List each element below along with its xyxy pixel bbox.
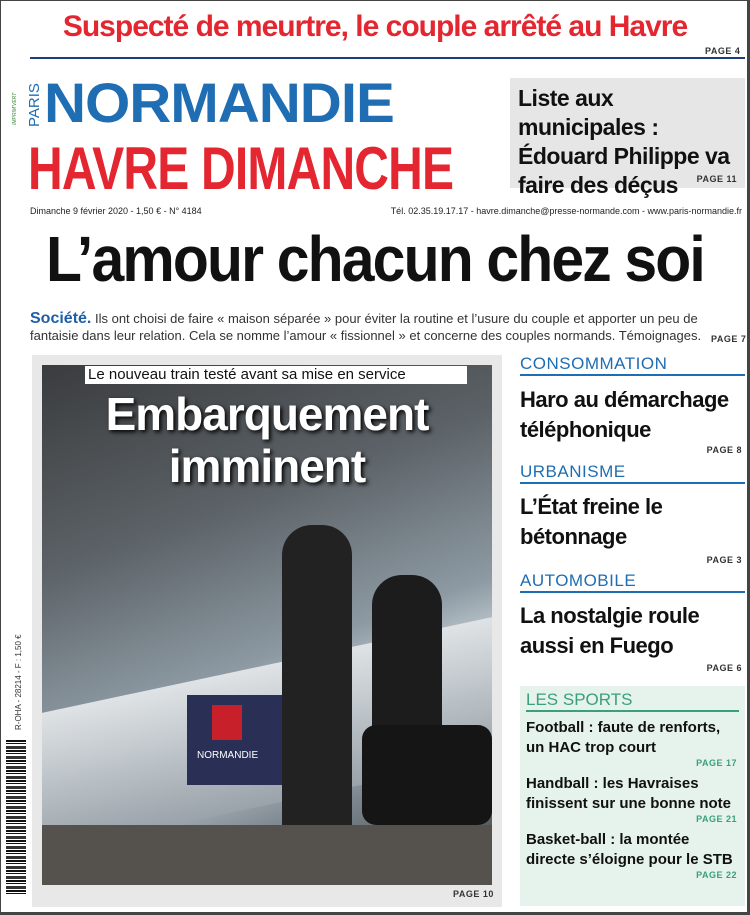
side-section-consommation: CONSOMMATION xyxy=(520,354,745,376)
photo-page: PAGE 10 xyxy=(453,889,494,899)
side-page: PAGE 6 xyxy=(706,663,742,673)
barcode-text: R-OHA - 28214 - F : 1,50 € xyxy=(14,634,23,730)
barcode xyxy=(6,740,26,895)
train-label: NORMANDIE xyxy=(197,750,259,761)
divider xyxy=(30,57,745,59)
dateline-left: Dimanche 9 février 2020 - 1,50 € - N° 4184 xyxy=(30,206,202,216)
imprim-vert-logo: IMPRIM'VERT xyxy=(12,92,18,125)
masthead-havre-dimanche: HAVRE DIMANCHE xyxy=(28,135,454,202)
sports-headline[interactable]: Basket-ball : la montée directe s’éloigne pour le STB xyxy=(526,831,733,868)
side-page: PAGE 3 xyxy=(706,555,742,565)
main-page: PAGE 7 xyxy=(711,334,747,344)
platform xyxy=(42,825,492,885)
side-headline-automobile[interactable]: La nostalgie roule aussi en Fuego xyxy=(520,603,700,658)
teaser-box[interactable] xyxy=(510,78,745,198)
main-intro xyxy=(30,310,745,344)
sports-page: PAGE 22 xyxy=(696,870,737,880)
sports-page: PAGE 21 xyxy=(696,814,737,824)
side-page: PAGE 8 xyxy=(706,445,742,455)
side-headline-consommation[interactable]: Haro au démarchage téléphonique xyxy=(520,387,729,442)
photo-headline-2: imminent xyxy=(168,440,366,492)
teaser-title: Liste aux municipales : Édouard Philippe va faire des déçus xyxy=(518,85,730,198)
sports-headline[interactable]: Football : faute de renforts, un HAC trop court xyxy=(526,719,721,756)
sports-headline[interactable]: Handball : les Havraises finissent sur une bonne note xyxy=(526,775,732,812)
main-headline[interactable]: L’amour chacun chez soi xyxy=(46,223,704,295)
intro-text: Ils ont choisi de faire « maison séparée » pour éviter la routine et l’usure du couple et apporter un peu de fantaisie dans leur relation. Cela se nomme l’amour « fissionnel » et concerne des couples normands. Témoignages. xyxy=(30,311,702,343)
person-1 xyxy=(282,525,352,855)
side-section-automobile: AUTOMOBILE xyxy=(520,571,745,593)
side-section-urbanisme: URBANISME xyxy=(520,462,745,484)
sports-page: PAGE 17 xyxy=(696,758,737,768)
teaser-page: PAGE 11 xyxy=(696,174,737,184)
masthead-paris: PARIS xyxy=(26,83,43,127)
train-photo[interactable] xyxy=(42,365,492,885)
normandie-crest xyxy=(212,705,242,740)
top-story-page: PAGE 4 xyxy=(705,46,741,56)
train-door-panel xyxy=(187,695,287,785)
sports-box xyxy=(520,686,745,906)
photo-headline-1: Embarquement xyxy=(105,388,429,440)
sports-section: LES SPORTS xyxy=(526,690,739,712)
suitcase xyxy=(362,725,492,825)
masthead-normandie: NORMANDIE xyxy=(44,71,394,134)
section-label: Société. xyxy=(30,310,92,327)
photo-kicker[interactable]: Le nouveau train testé avant sa mise en service xyxy=(85,366,467,384)
dateline-right: Tél. 02.35.19.17.17 - havre.dimanche@presse-normande.com - www.paris-normandie.fr xyxy=(390,206,742,216)
top-story-title[interactable]: Suspecté de meurtre, le couple arrêté au Havre xyxy=(62,10,688,43)
side-headline-urbanisme[interactable]: L’État freine le bétonnage xyxy=(520,494,663,549)
